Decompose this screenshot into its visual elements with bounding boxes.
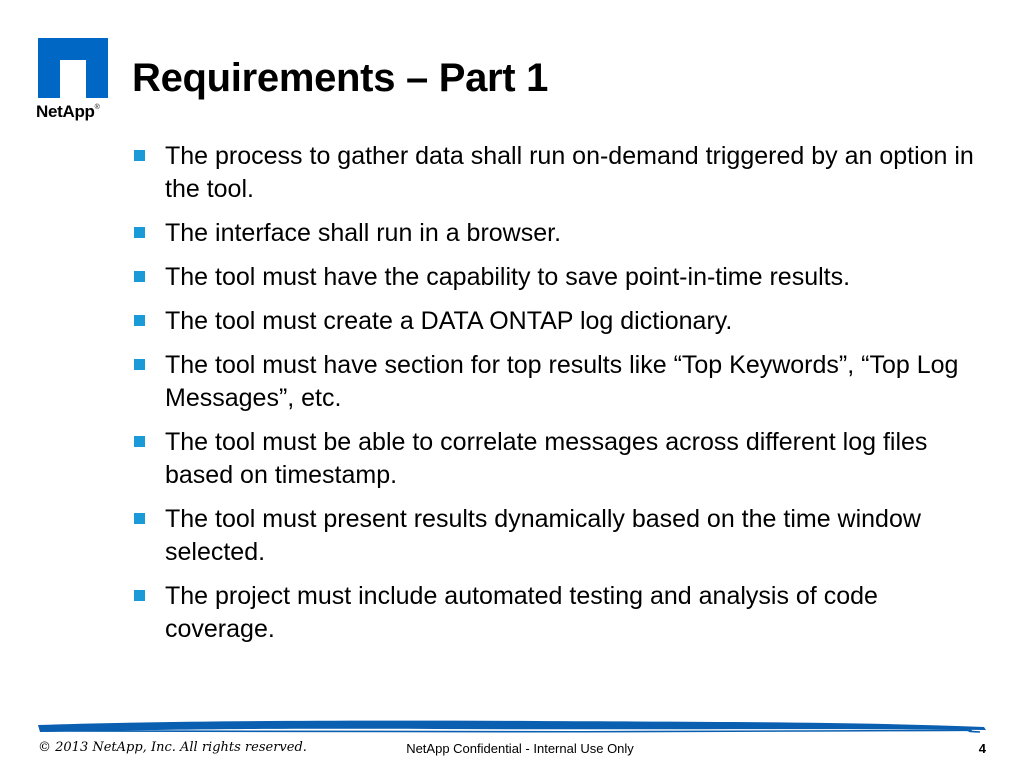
bullet-text: The tool must present results dynamically based on the time window selected. [165, 505, 921, 566]
bullet-item [132, 261, 992, 294]
bullet-item [132, 217, 992, 250]
bullet-item [132, 349, 992, 415]
confidential-label: NetApp Confidential - Internal Use Only [406, 741, 634, 756]
bullet-text: The tool must have section for top results like “Top Keywords”, “Top Log Messages”, etc. [165, 351, 959, 412]
bullet-item [132, 580, 992, 646]
slide-title: Requirements – Part 1 [132, 56, 549, 100]
bullet-text: The interface shall run in a browser. [165, 219, 562, 247]
bullet-item [132, 305, 992, 338]
bullet-item [132, 426, 992, 492]
logo-wordmark: NetApp® [36, 102, 100, 121]
bullet-list [132, 140, 992, 657]
bullet-item [132, 140, 992, 206]
bullet-item [132, 503, 992, 569]
bullet-text: The process to gather data shall run on-demand triggered by an option in the tool. [165, 142, 974, 203]
netapp-logo [36, 38, 114, 128]
bullet-text: The tool must create a DATA ONTAP log dictionary. [165, 307, 733, 335]
bullet-text: The project must include automated testing and analysis of code coverage. [165, 582, 878, 643]
bullet-marker-icon [134, 271, 145, 282]
bullet-text: The tool must be able to correlate messages across different log files based on timestamp. [165, 428, 928, 489]
bullet-text: The tool must have the capability to save point-in-time results. [165, 263, 851, 291]
footer-brush-stroke [36, 716, 988, 736]
bullet-marker-icon [134, 436, 145, 447]
bullet-marker-icon [134, 359, 145, 370]
bullet-marker-icon [134, 513, 145, 524]
netapp-logo-icon [38, 38, 108, 98]
page-number: 4 [978, 741, 986, 756]
bullet-marker-icon [134, 227, 145, 238]
copyright-notice: © 2013 NetApp, Inc. All rights reserved. [38, 740, 307, 755]
bullet-marker-icon [134, 590, 145, 601]
bullet-marker-icon [134, 315, 145, 326]
bullet-marker-icon [134, 150, 145, 161]
